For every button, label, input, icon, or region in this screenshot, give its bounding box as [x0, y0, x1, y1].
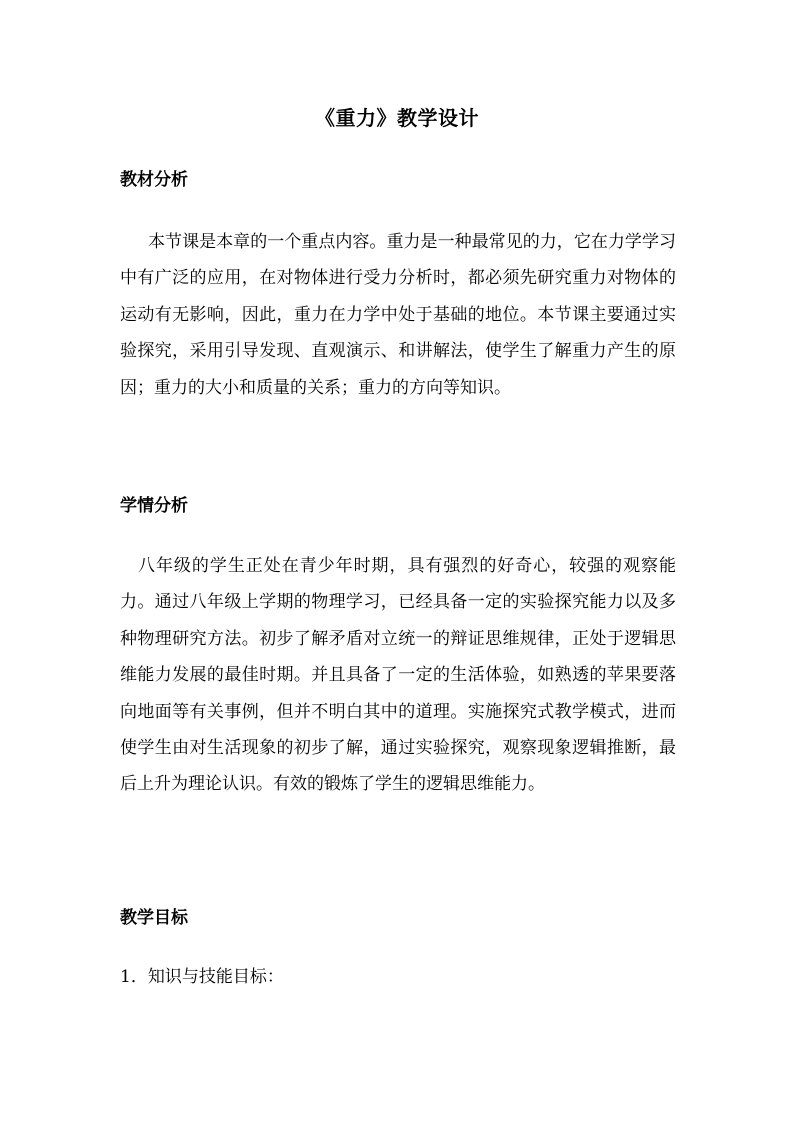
section-heading-students: 学情分析	[120, 496, 188, 516]
paragraph-students: 八年级的学生正处在青少年时期，具有强烈的好奇心，较强的观察能力。通过八年级上学期的物理学习，已经具备一定的实验探究能力以及多种物理研究方法。初步了解矛盾对立统一的辩证思维规律，正处于逻辑思维能力发展的最佳时期。并且具备了一定的生活体验，如熟透的苹果要落向地面等有关事例，但并不明白其中的道理。实施探究式教学模式，进而使学生由对生活现象的初步了解，通过实验探究，观察现象逻辑推断，最后上升为理论认识。有效的锻炼了学生的逻辑思维能力。	[120, 556, 676, 795]
list-item-knowledge-skills: 1．知识与技能目标：	[120, 967, 284, 987]
section-heading-materials: 教材分析	[120, 170, 188, 190]
document-title: 《重力》教学设计	[315, 106, 479, 130]
paragraph-materials: 本节课是本章的一个重点内容。重力是一种最常见的力，它在力学学习中有广泛的应用，在对物体进行受力分析时，都必须先研究重力对物体的运动有无影响，因此，重力在力学中处于基础的地位。本节课主要通过实验探究，采用引导发现、直观演示、和讲解法，使学生了解重力产生的原因；重力的大小和质量的关系；重力的方向等知识。	[120, 232, 676, 398]
section-heading-goals: 教学目标	[120, 908, 188, 928]
